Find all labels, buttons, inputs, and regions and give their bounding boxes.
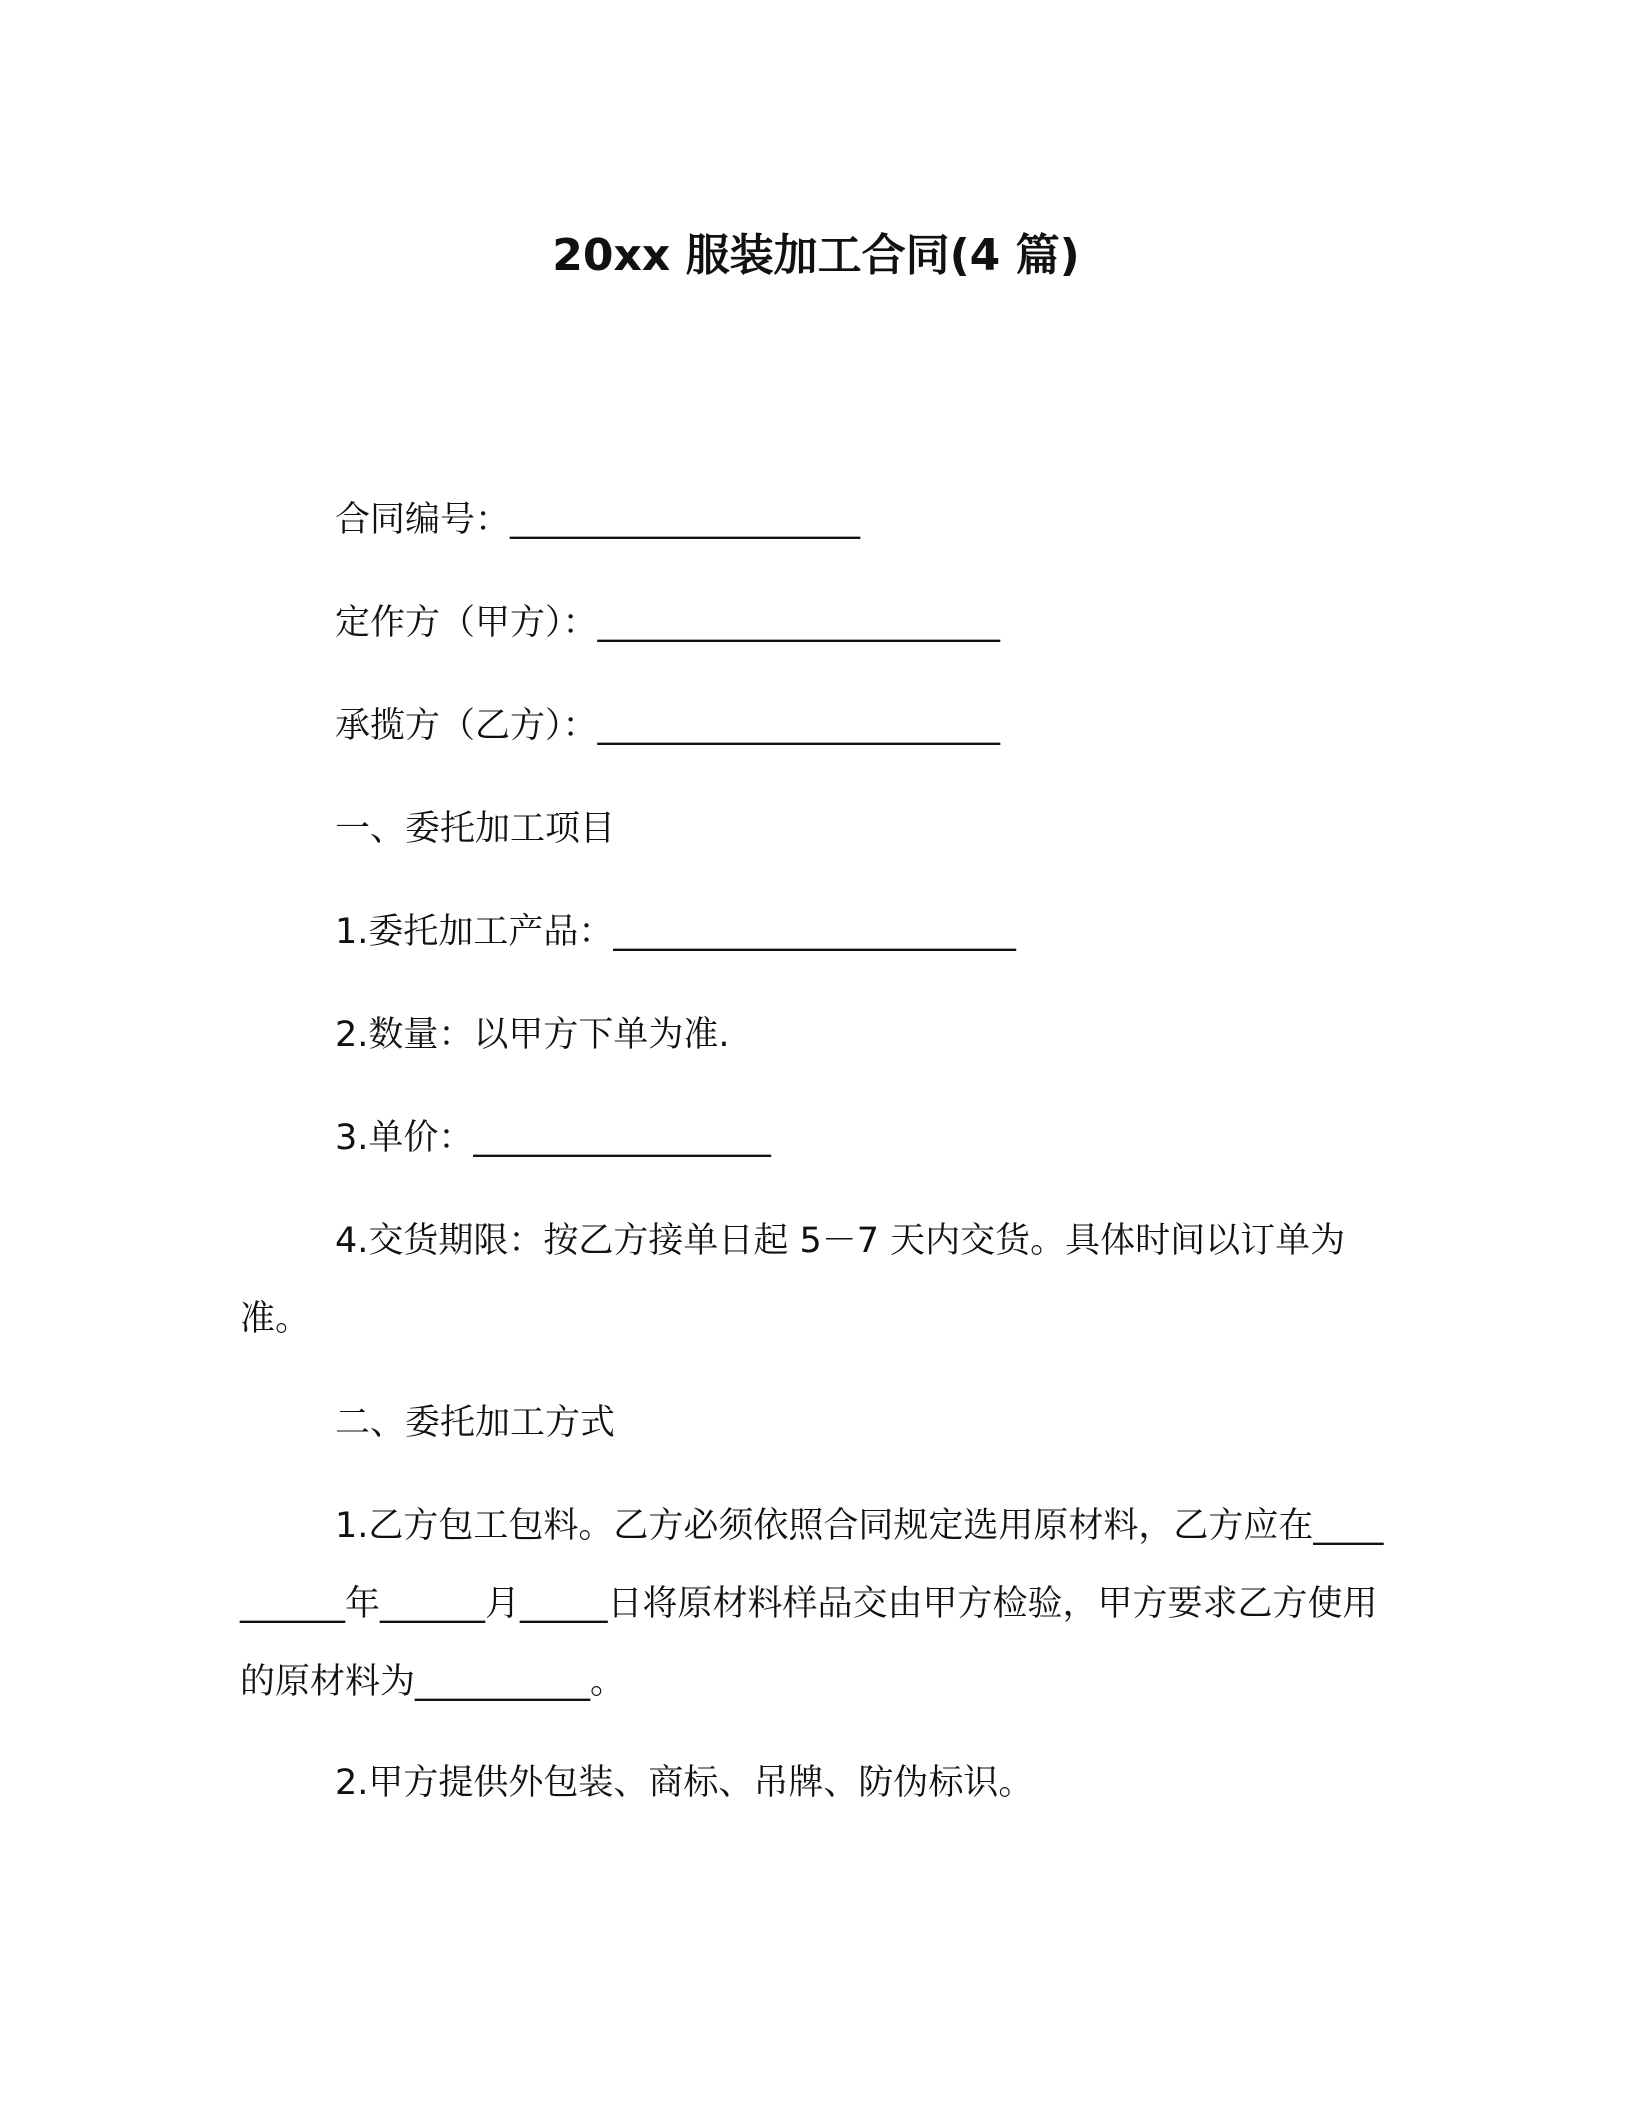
item-product: 1.委托加工产品：_______________________ [335, 912, 1016, 952]
method-packaging: 2.甲方提供外包装、商标、吊牌、防伪标识。 [335, 1763, 1034, 1803]
item-quantity: 2.数量：以甲方下单为准. [335, 1015, 730, 1055]
party-b-field: 承揽方（乙方）：_______________________ [335, 706, 1001, 746]
section-heading-processing-items: 一、委托加工项目 [335, 809, 616, 849]
contract-number-field: 合同编号：____________________ [335, 500, 861, 540]
page-title: 20xx 服装加工合同(4 篇) [552, 230, 1080, 281]
item-delivery-term: 4.交货期限：按乙方接单日起 5－7 天内交货。具体时间以订单为准。 [240, 1221, 1346, 1339]
item-unit-price: 3.单价：_________________ [335, 1118, 771, 1158]
method-materials-paragraph: 1.乙方包工包料。乙方必须依照合同规定选用原材料，乙方应在__________年______月_____日将原材料样品交由甲方检验，甲方要求乙方使用的原材料为__________。 [240, 1506, 1384, 1702]
party-a-field: 定作方（甲方）：_______________________ [335, 603, 1001, 643]
section-heading-processing-method: 二、委托加工方式 [335, 1403, 616, 1443]
